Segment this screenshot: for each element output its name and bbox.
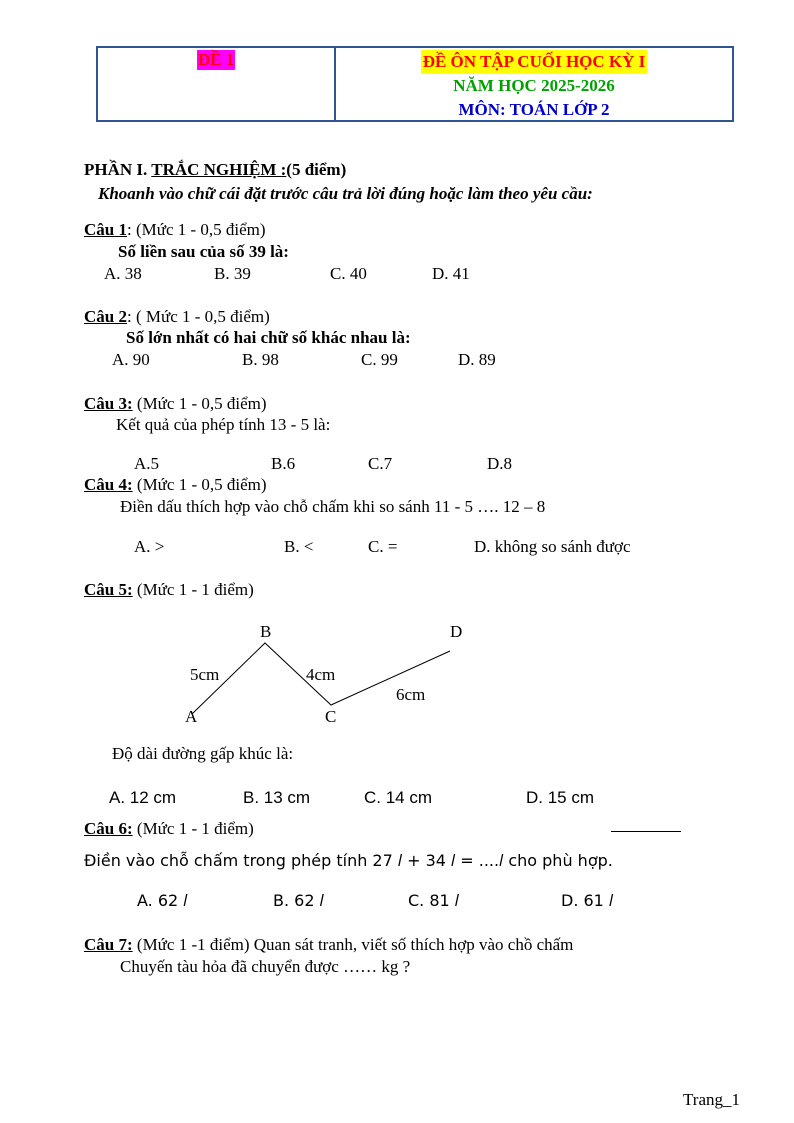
q4-option-d[interactable]: D. không so sánh được [474, 537, 631, 556]
q3-option-b[interactable]: B.6 [271, 454, 296, 473]
page-number: Trang_1 [683, 1090, 740, 1109]
question-3-text: Kết quả của phép tính 13 - 5 là: [116, 415, 331, 434]
question-7-label: Câu 7: [84, 935, 133, 954]
part1-title: TRẮC NGHIỆM : [151, 160, 287, 179]
subject: MÔN: TOÁN LỚP 2 [458, 100, 610, 119]
q5-option-d[interactable]: D. 15 cm [526, 788, 595, 807]
question-7-heading [84, 935, 573, 955]
question-6-text: Điền vào chỗ chấm trong phép tính 27 𝑙 + 34 𝑙 = ....𝑙 cho phù hợp. [84, 851, 613, 870]
point-d-label: D [450, 622, 463, 641]
question-5-text: Độ dài đường gấp khúc là: [112, 744, 294, 763]
question-4-label: Câu 4: [84, 475, 133, 494]
question-6-heading [84, 819, 254, 839]
school-year: NĂM HỌC 2025-2026 [453, 76, 615, 95]
question-1-text: Số liền sau của số 39 là: [118, 242, 289, 261]
exam-title: ĐỀ ÔN TẬP CUỐI HỌC KỲ I [421, 50, 648, 74]
q1-option-d[interactable]: D. 41 [432, 264, 470, 283]
q2-option-b[interactable]: B. 98 [242, 350, 279, 369]
q4-option-a[interactable]: A. > [134, 537, 165, 556]
point-c-label: C [325, 707, 337, 726]
question-6-level: (Mức 1 - 1 điểm) [132, 819, 254, 838]
q3-option-d[interactable]: D.8 [487, 454, 513, 473]
question-7-text: Chuyến tàu hỏa đã chuyển được …… kg ? [120, 957, 411, 976]
q2-option-d[interactable]: D. 89 [458, 350, 496, 369]
exam-number: ĐỀ 1 [197, 50, 235, 69]
q3-option-c[interactable]: C.7 [368, 454, 393, 473]
question-3-label: Câu 3: [84, 394, 133, 413]
q5-option-b[interactable]: B. 13 cm [243, 788, 311, 807]
q2-option-c[interactable]: C. 99 [361, 350, 398, 369]
question-7-level: (Mức 1 -1 điểm) Quan sát tranh, viết số thích hợp vào chồ chấm [132, 935, 574, 954]
question-5-label: Câu 5: [84, 580, 133, 599]
question-4-text: Điền dấu thích hợp vào chỗ chấm khi so sánh 11 - 5 …. 12 – 8 [120, 497, 546, 516]
q1-option-b[interactable]: B. 39 [214, 264, 251, 283]
segment-ab-length: 5cm [190, 665, 220, 684]
q4-option-c[interactable]: C. = [368, 537, 398, 556]
q6-option-a[interactable]: A. 62 𝑙 [137, 891, 188, 910]
q6-option-b[interactable]: B. 62 𝑙 [273, 891, 324, 910]
q1-option-a[interactable]: A. 38 [104, 264, 142, 283]
question-4-level: (Mức 1 - 0,5 điểm) [132, 475, 267, 494]
part1-instruction: Khoanh vào chữ cái đặt trước câu trả lời đúng hoặc làm theo yêu cầu: [98, 184, 593, 203]
q3-option-a[interactable]: A.5 [134, 454, 160, 473]
q1-option-c[interactable]: C. 40 [330, 264, 367, 283]
segment-bc-length: 4cm [306, 665, 336, 684]
q2-option-a[interactable]: A. 90 [112, 350, 150, 369]
question-1-label: Câu 1 [84, 220, 127, 239]
q6-option-c[interactable]: C. 81 𝑙 [408, 891, 459, 910]
question-2-level: : ( Mức 1 - 0,5 điểm) [126, 307, 270, 326]
q5-option-c[interactable]: C. 14 cm [364, 788, 433, 807]
question-6-label: Câu 6: [84, 819, 133, 838]
stray-line [611, 831, 681, 832]
part1-points: (5 điểm) [286, 160, 347, 179]
segment-cd-length: 6cm [396, 685, 426, 704]
q6-option-d[interactable]: D. 61 𝑙 [561, 891, 614, 910]
question-5-level: (Mức 1 - 1 điểm) [132, 580, 254, 599]
question-2-label: Câu 2 [84, 307, 127, 326]
question-1-level: : (Mức 1 - 0,5 điểm) [126, 220, 266, 239]
question-3-level: (Mức 1 - 0,5 điểm) [132, 394, 267, 413]
question-2-text: Số lớn nhất có hai chữ số khác nhau là: [126, 328, 411, 347]
q5-option-a[interactable]: A. 12 cm [109, 788, 177, 807]
part1-prefix: PHẦN I. [84, 160, 152, 179]
point-a-label: A [185, 707, 198, 726]
q4-option-b[interactable]: B. < [284, 537, 314, 556]
point-b-label: B [260, 622, 272, 641]
